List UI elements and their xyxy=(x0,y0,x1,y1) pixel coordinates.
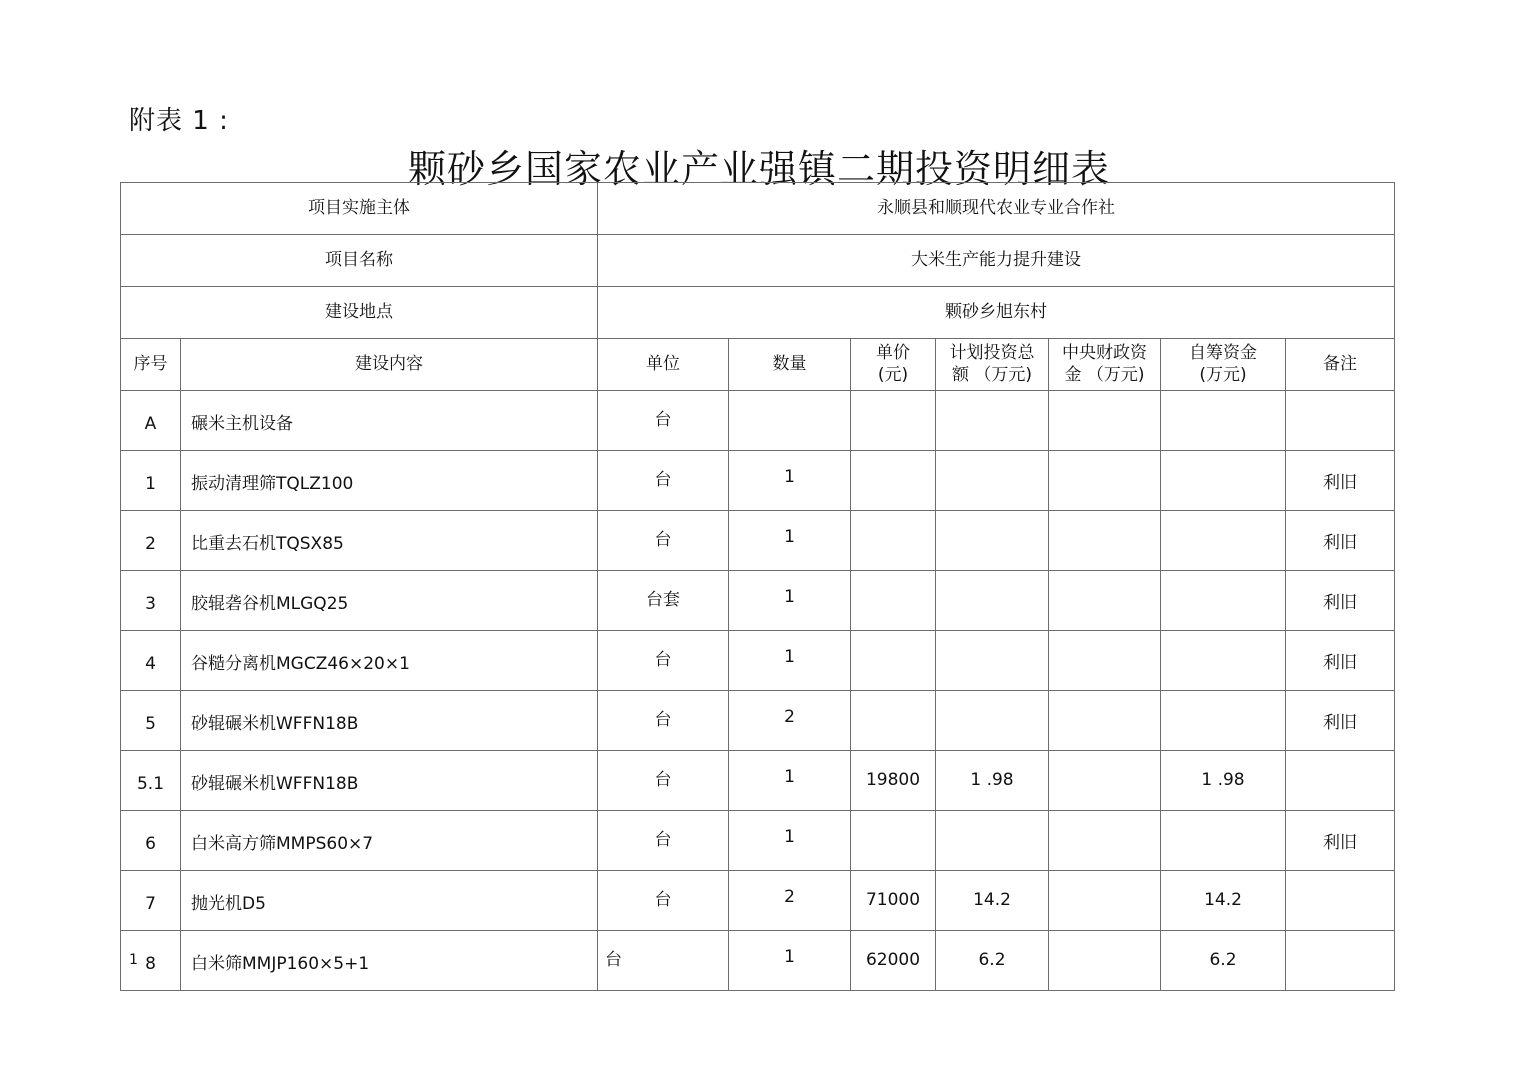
cell-planned-investment xyxy=(936,811,1049,871)
header-planned-investment xyxy=(936,339,1049,391)
cell-seq: 1 xyxy=(121,451,181,511)
cell-planned-investment: 1 .98 xyxy=(936,751,1049,811)
cell-unit: 台 xyxy=(598,391,729,451)
header-self-funds-line2: (万元) xyxy=(1199,364,1247,385)
info-value: 大米生产能力提升建设 xyxy=(598,235,1395,287)
cell-central-funds xyxy=(1049,751,1161,811)
cell-planned-investment xyxy=(936,691,1049,751)
cell-remark: 利旧 xyxy=(1286,571,1395,631)
cell-unit: 台 xyxy=(598,811,729,871)
cell-content: 胶辊砻谷机MLGQ25 xyxy=(181,571,598,631)
cell-unit: 台 xyxy=(598,751,729,811)
cell-qty: 1 xyxy=(729,811,851,871)
cell-unit: 台 xyxy=(598,511,729,571)
cell-remark xyxy=(1286,871,1395,931)
cell-unit-price xyxy=(851,631,936,691)
cell-unit: 台 xyxy=(598,631,729,691)
cell-remark xyxy=(1286,931,1395,991)
cell-qty: 1 xyxy=(729,511,851,571)
info-label: 建设地点 xyxy=(121,287,598,339)
cell-unit: 台套 xyxy=(598,571,729,631)
cell-seq: 8 xyxy=(121,931,181,991)
header-unit-price-line2: (元) xyxy=(877,364,909,385)
cell-central-funds xyxy=(1049,811,1161,871)
cell-unit-price: 71000 xyxy=(851,871,936,931)
cell-remark: 利旧 xyxy=(1286,451,1395,511)
table-row xyxy=(121,871,1395,931)
cell-unit: 台 xyxy=(598,931,729,991)
annex-label: 附表 1 : xyxy=(129,106,229,136)
info-label: 项目名称 xyxy=(121,235,598,287)
cell-central-funds xyxy=(1049,451,1161,511)
header-central-funds xyxy=(1049,339,1161,391)
cell-self-funds xyxy=(1161,571,1286,631)
cell-seq: 5 xyxy=(121,691,181,751)
cell-self-funds xyxy=(1161,451,1286,511)
header-content: 建设内容 xyxy=(181,339,598,391)
cell-unit: 台 xyxy=(598,691,729,751)
cell-planned-investment xyxy=(936,391,1049,451)
cell-seq: 2 xyxy=(121,511,181,571)
info-value: 永顺县和顺现代农业专业合作社 xyxy=(598,183,1395,235)
cell-central-funds xyxy=(1049,691,1161,751)
cell-self-funds xyxy=(1161,391,1286,451)
info-row xyxy=(121,287,1395,339)
cell-remark: 利旧 xyxy=(1286,811,1395,871)
column-header-row xyxy=(121,339,1395,391)
cell-unit-price: 62000 xyxy=(851,931,936,991)
info-row xyxy=(121,235,1395,287)
cell-content: 振动清理筛TQLZ100 xyxy=(181,451,598,511)
table-row xyxy=(121,931,1395,991)
header-unit-price-line1: 单价 xyxy=(876,342,910,363)
table-row xyxy=(121,451,1395,511)
cell-content: 砂辊碾米机WFFN18B xyxy=(181,751,598,811)
cell-content: 白米高方筛MMPS60×7 xyxy=(181,811,598,871)
table-row xyxy=(121,571,1395,631)
cell-unit-price xyxy=(851,511,936,571)
cell-remark xyxy=(1286,391,1395,451)
cell-content: 谷糙分离机MGCZ46×20×1 xyxy=(181,631,598,691)
cell-qty: 1 xyxy=(729,571,851,631)
cell-unit-price: 19800 xyxy=(851,751,936,811)
info-value: 颗砂乡旭东村 xyxy=(598,287,1395,339)
cell-seq: A xyxy=(121,391,181,451)
cell-content: 抛光机D5 xyxy=(181,871,598,931)
cell-self-funds xyxy=(1161,811,1286,871)
cell-unit-price xyxy=(851,811,936,871)
cell-self-funds: 14.2 xyxy=(1161,871,1286,931)
table-row xyxy=(121,811,1395,871)
header-self-funds-line1: 自筹资金 xyxy=(1189,342,1257,363)
cell-qty: 1 xyxy=(729,931,851,991)
cell-remark xyxy=(1286,751,1395,811)
cell-self-funds xyxy=(1161,691,1286,751)
table-row xyxy=(121,631,1395,691)
cell-unit-price xyxy=(851,691,936,751)
header-central-funds-line2: 金 （万元) xyxy=(1064,364,1145,385)
cell-content: 比重去石机TQSX85 xyxy=(181,511,598,571)
cell-unit: 台 xyxy=(598,451,729,511)
cell-planned-investment xyxy=(936,571,1049,631)
cell-qty xyxy=(729,391,851,451)
info-row xyxy=(121,183,1395,235)
cell-central-funds xyxy=(1049,391,1161,451)
cell-self-funds xyxy=(1161,631,1286,691)
table-row xyxy=(121,391,1395,451)
cell-seq: 3 xyxy=(121,571,181,631)
header-self-funds xyxy=(1161,339,1286,391)
cell-central-funds xyxy=(1049,571,1161,631)
cell-content: 白米筛MMJP160×5+1 xyxy=(181,931,598,991)
cell-content: 碾米主机设备 xyxy=(181,391,598,451)
cell-planned-investment xyxy=(936,631,1049,691)
cell-seq: 7 xyxy=(121,871,181,931)
table-row xyxy=(121,751,1395,811)
cell-unit-price xyxy=(851,451,936,511)
cell-planned-investment: 14.2 xyxy=(936,871,1049,931)
cell-planned-investment xyxy=(936,451,1049,511)
header-planned-investment-line2: 额 （万元) xyxy=(951,364,1033,385)
cell-self-funds: 6.2 xyxy=(1161,931,1286,991)
cell-self-funds: 1 .98 xyxy=(1161,751,1286,811)
cell-planned-investment xyxy=(936,511,1049,571)
cell-seq: 6 xyxy=(121,811,181,871)
table-row xyxy=(121,691,1395,751)
cell-central-funds xyxy=(1049,871,1161,931)
cell-planned-investment: 6.2 xyxy=(936,931,1049,991)
header-central-funds-line1: 中央财政资 xyxy=(1062,342,1147,363)
header-unit: 单位 xyxy=(598,339,729,391)
table-row xyxy=(121,511,1395,571)
page-number: 1 xyxy=(129,952,138,968)
cell-qty: 2 xyxy=(729,691,851,751)
header-remark: 备注 xyxy=(1286,339,1395,391)
cell-qty: 2 xyxy=(729,871,851,931)
cell-central-funds xyxy=(1049,511,1161,571)
header-qty: 数量 xyxy=(729,339,851,391)
cell-seq: 4 xyxy=(121,631,181,691)
header-seq: 序号 xyxy=(121,339,181,391)
cell-qty: 1 xyxy=(729,451,851,511)
document-title: 颗砂乡国家农业产业强镇二期投资明细表 xyxy=(407,147,1110,191)
investment-table xyxy=(120,182,1395,991)
cell-remark: 利旧 xyxy=(1286,511,1395,571)
info-label: 项目实施主体 xyxy=(121,183,598,235)
cell-self-funds xyxy=(1161,511,1286,571)
cell-qty: 1 xyxy=(729,631,851,691)
cell-unit-price xyxy=(851,571,936,631)
cell-unit-price xyxy=(851,391,936,451)
cell-remark: 利旧 xyxy=(1286,691,1395,751)
header-planned-investment-line1: 计划投资总 xyxy=(949,342,1035,363)
cell-central-funds xyxy=(1049,631,1161,691)
cell-seq: 5.1 xyxy=(121,751,181,811)
header-unit-price xyxy=(851,339,936,391)
cell-qty: 1 xyxy=(729,751,851,811)
cell-unit: 台 xyxy=(598,871,729,931)
cell-content: 砂辊碾米机WFFN18B xyxy=(181,691,598,751)
cell-remark: 利旧 xyxy=(1286,631,1395,691)
cell-central-funds xyxy=(1049,931,1161,991)
